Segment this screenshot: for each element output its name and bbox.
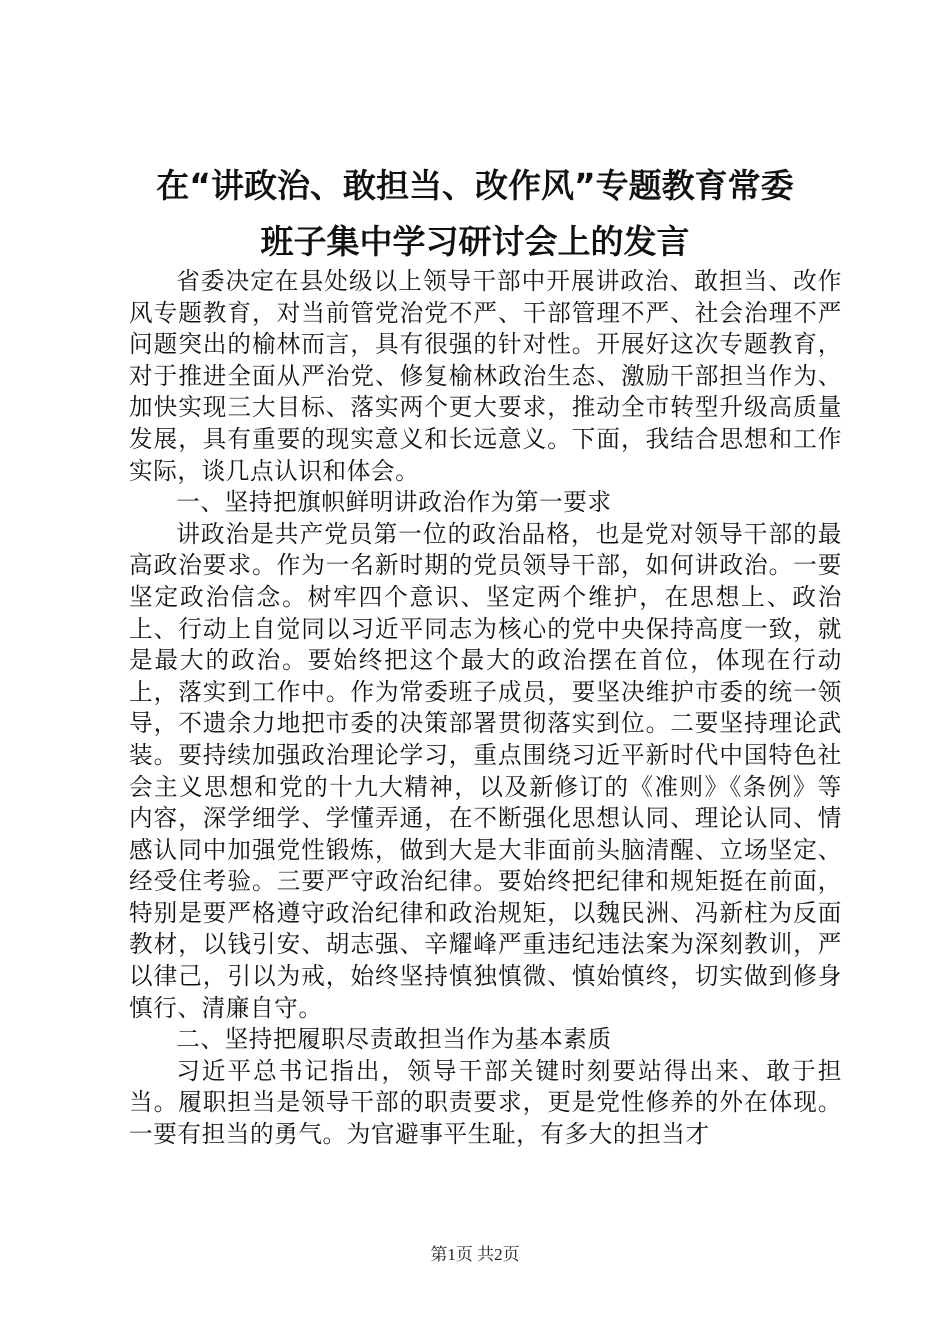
section-1-heading: 一、坚持把旗帜鲜明讲政治作为第一要求 — [176, 488, 612, 517]
document-title-line-2: 班子集中学习研讨会上的发言 — [260, 222, 690, 261]
section-2-heading: 二、坚持把履职尽责敢担当作为基本素质 — [176, 1025, 612, 1054]
page-footer: 第1页 共2页 — [430, 1245, 520, 1264]
section-1-paragraph: 讲政治是共产党员第一位的政治品格，也是党对领导干部的最高政治要求。作为一名新时期的党员领导干部，如何讲政治。一要坚定政治信念。树牢四个意识、坚定两个维护，在思想上、政治上、行动上自觉同以习近平同志为核心的党中央保持高度一致，就是最大的政治。要始终把这个最大的政治摆在首位，体现在行动上，落实到工作中。作为常委班子成员，要坚决维护市委的统一领导，不遗余力地把市委的决策部署贯彻落实到位。二要坚持理论武装。要持续加强政治理论学习，重点围绕习近平新时代中国特色社会主义思想和党的十九大精神，以及新修订的《准则》《条例》等内容，深学细学、学懂弄通，在不断强化思想认同、理论认同、情感认同中加强党性锻炼，做到大是大非面前头脑清醒、立场坚定、经受住考验。三要严守政治纪律。要始终把纪律和规矩挺在前面，特别是要严格遵守政治纪律和政治规矩，以魏民洲、冯新柱为反面教材，以钱引安、胡志强、辛耀峰严重违纪违法案为深刻教训，严以律己，引以为戒，始终坚持慎独慎微、慎始慎终，切实做到修身慎行、清廉自守。 — [129, 519, 842, 1022]
document-title-line-1: 在“讲政治、敢担当、改作风”专题教育常委 — [156, 166, 794, 205]
document-body — [129, 266, 842, 1151]
section-2-paragraph: 习近平总书记指出，领导干部关键时刻要站得出来、敢于担当。履职担当是领导干部的职责要求，更是党性修养的外在体现。一要有担当的勇气。为官避事平生耻，有多大的担当才 — [129, 1056, 842, 1149]
intro-paragraph: 省委决定在县处级以上领导干部中开展讲政治、敢担当、改作风专题教育，对当前管党治党不严、干部管理不严、社会治理不严问题突出的榆林而言，具有很强的针对性。开展好这次专题教育，对于推进全面从严治党、修复榆林政治生态、激励干部担当作为、加快实现三大目标、落实两个更大要求，推动全市转型升级高质量发展，具有重要的现实意义和长远意义。下面，我结合思想和工作实际，谈几点认识和体会。 — [129, 267, 842, 485]
